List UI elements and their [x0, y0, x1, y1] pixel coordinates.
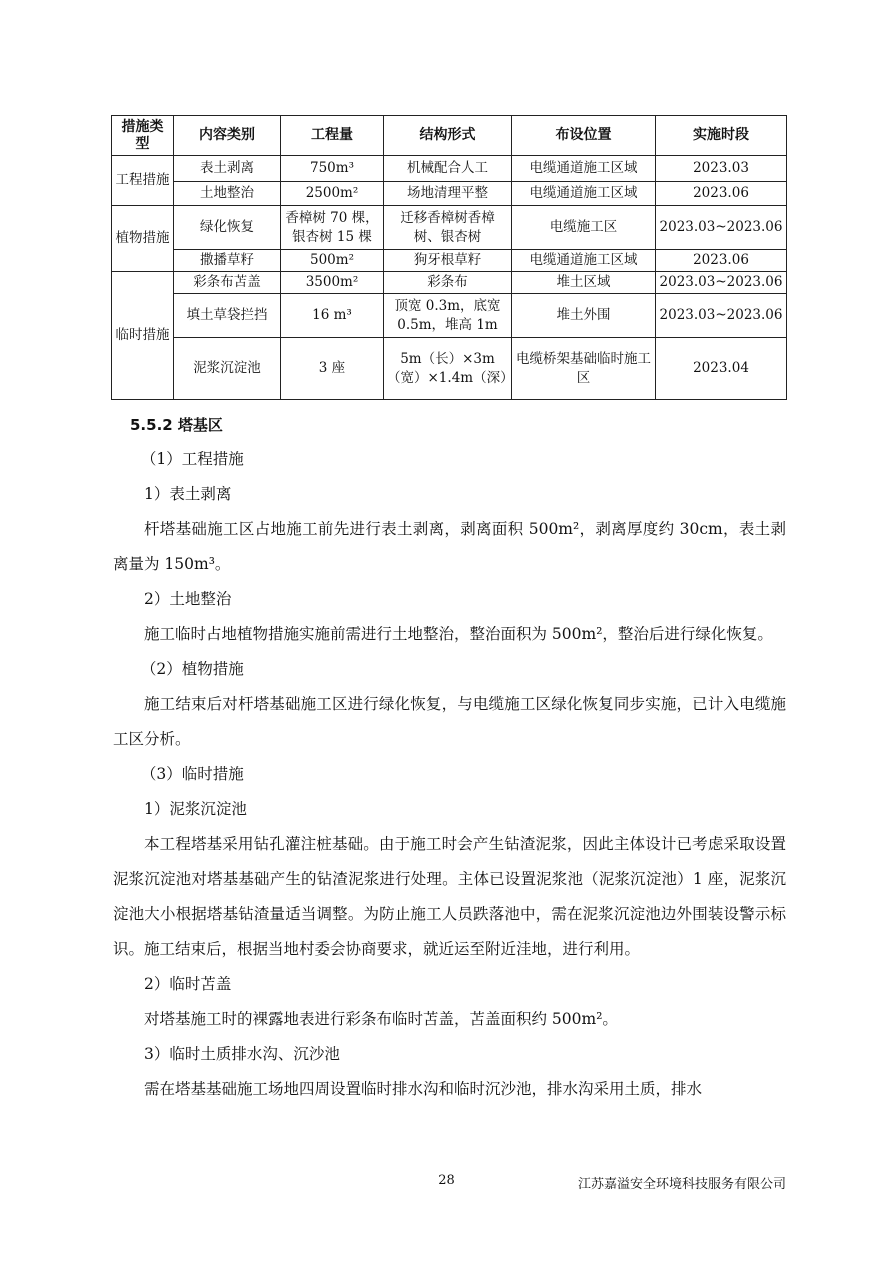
table-row [112, 272, 787, 294]
paragraph: 本工程塔基采用钻孔灌注桩基础。由于施工时会产生钻渣泥浆，因此主体设计已考虑采取设置泥浆沉淀池对塔基基础产生的钻渣泥浆进行处理。主体已设置泥浆池（泥浆沉淀池）1 座，泥浆沉淀池大小根据塔基钻渣量适当调整。为防止施工人员跌落池中，需在泥浆沉淀池边外围装设警示标识。施工结束后，根据当地村委会协商要求，就近运至附近洼地，进行利用。 [113, 835, 786, 958]
period-cell: 2023.06 [656, 250, 787, 272]
location-cell: 电缆通道施工区域 [512, 250, 656, 272]
period-cell: 2023.06 [656, 182, 787, 206]
structure-cell: 场地清理平整 [384, 182, 512, 206]
table-row [112, 156, 787, 182]
location-cell: 堆土外围 [512, 294, 656, 338]
subheading: （3）临时措施 [140, 765, 244, 783]
period-cell: 2023.03~2023.06 [656, 294, 787, 338]
subheading: （1）工程措施 [140, 450, 244, 468]
location-cell: 电缆桥架基础临时施工区 [512, 338, 656, 400]
table-row [112, 250, 787, 272]
period-cell: 2023.03~2023.06 [656, 272, 787, 294]
group-type-cell: 临时措施 [112, 272, 174, 400]
paragraph: 施工临时占地植物措施实施前需进行土地整治，整治面积为 500m²，整治后进行绿化恢复。 [144, 625, 773, 643]
subheading: 1）泥浆沉淀池 [144, 800, 247, 818]
structure-cell: 机械配合人工 [384, 156, 512, 182]
period-cell: 2023.04 [656, 338, 787, 400]
qty-cell: 香樟树 70 棵，银杏树 15 棵 [281, 206, 384, 250]
content-cell: 绿化恢复 [174, 206, 281, 250]
paragraph: 需在塔基基础施工场地四周设置临时排水沟和临时沉沙池，排水沟采用土质，排水 [144, 1080, 703, 1098]
table-header-row [112, 116, 787, 156]
page-number: 28 [438, 1173, 455, 1188]
location-cell: 电缆通道施工区域 [512, 156, 656, 182]
table-row [112, 206, 787, 250]
qty-cell: 16 m³ [281, 294, 384, 338]
qty-cell: 3500m² [281, 272, 384, 294]
content-cell: 撒播草籽 [174, 250, 281, 272]
group-type-cell: 植物措施 [112, 206, 174, 272]
subheading: 2）临时苫盖 [144, 975, 232, 993]
measures-table [111, 115, 787, 400]
period-cell: 2023.03 [656, 156, 787, 182]
header-structure: 结构形式 [384, 116, 512, 156]
qty-cell: 750m³ [281, 156, 384, 182]
header-qty: 工程量 [281, 116, 384, 156]
header-location: 布设位置 [512, 116, 656, 156]
company-name: 江苏嘉溢安全环境科技服务有限公司 [577, 1177, 786, 1192]
content-cell: 彩条布苫盖 [174, 272, 281, 294]
body-text [113, 442, 786, 1107]
subheading: 2）土地整治 [144, 590, 232, 608]
location-cell: 堆土区域 [512, 272, 656, 294]
structure-cell: 狗牙根草籽 [384, 250, 512, 272]
table-row [112, 338, 787, 400]
structure-cell: 5m（长）×3m（宽）×1.4m（深） [384, 338, 512, 400]
subheading: 3）临时土质排水沟、沉沙池 [144, 1045, 340, 1063]
structure-cell: 彩条布 [384, 272, 512, 294]
table-row [112, 294, 787, 338]
period-cell: 2023.03~2023.06 [656, 206, 787, 250]
header-period: 实施时段 [656, 116, 787, 156]
subheading: 1）表土剥离 [144, 485, 232, 503]
qty-cell: 3 座 [281, 338, 384, 400]
header-type: 措施类型 [112, 116, 174, 156]
qty-cell: 500m² [281, 250, 384, 272]
location-cell: 电缆施工区 [512, 206, 656, 250]
section-heading: 5.5.2 塔基区 [130, 416, 223, 434]
content-cell: 土地整治 [174, 182, 281, 206]
paragraph: 杆塔基础施工区占地施工前先进行表土剥离，剥离面积 500m²，剥离厚度约 30cm，表土剥离量为 150m³。 [113, 520, 786, 573]
subheading: （2）植物措施 [140, 660, 244, 678]
content-cell: 表土剥离 [174, 156, 281, 182]
content-cell: 填土草袋拦挡 [174, 294, 281, 338]
content-cell: 泥浆沉淀池 [174, 338, 281, 400]
structure-cell: 顶宽 0.3m，底宽 0.5m，堆高 1m [384, 294, 512, 338]
header-content: 内容类别 [174, 116, 281, 156]
paragraph: 对塔基施工时的裸露地表进行彩条布临时苫盖，苫盖面积约 500m²。 [144, 1010, 618, 1028]
qty-cell: 2500m² [281, 182, 384, 206]
paragraph: 施工结束后对杆塔基础施工区进行绿化恢复，与电缆施工区绿化恢复同步实施，已计入电缆施工区分析。 [113, 695, 786, 748]
table-row [112, 182, 787, 206]
group-type-cell: 工程措施 [112, 156, 174, 206]
structure-cell: 迁移香樟树香樟树、银杏树 [384, 206, 512, 250]
location-cell: 电缆通道施工区域 [512, 182, 656, 206]
